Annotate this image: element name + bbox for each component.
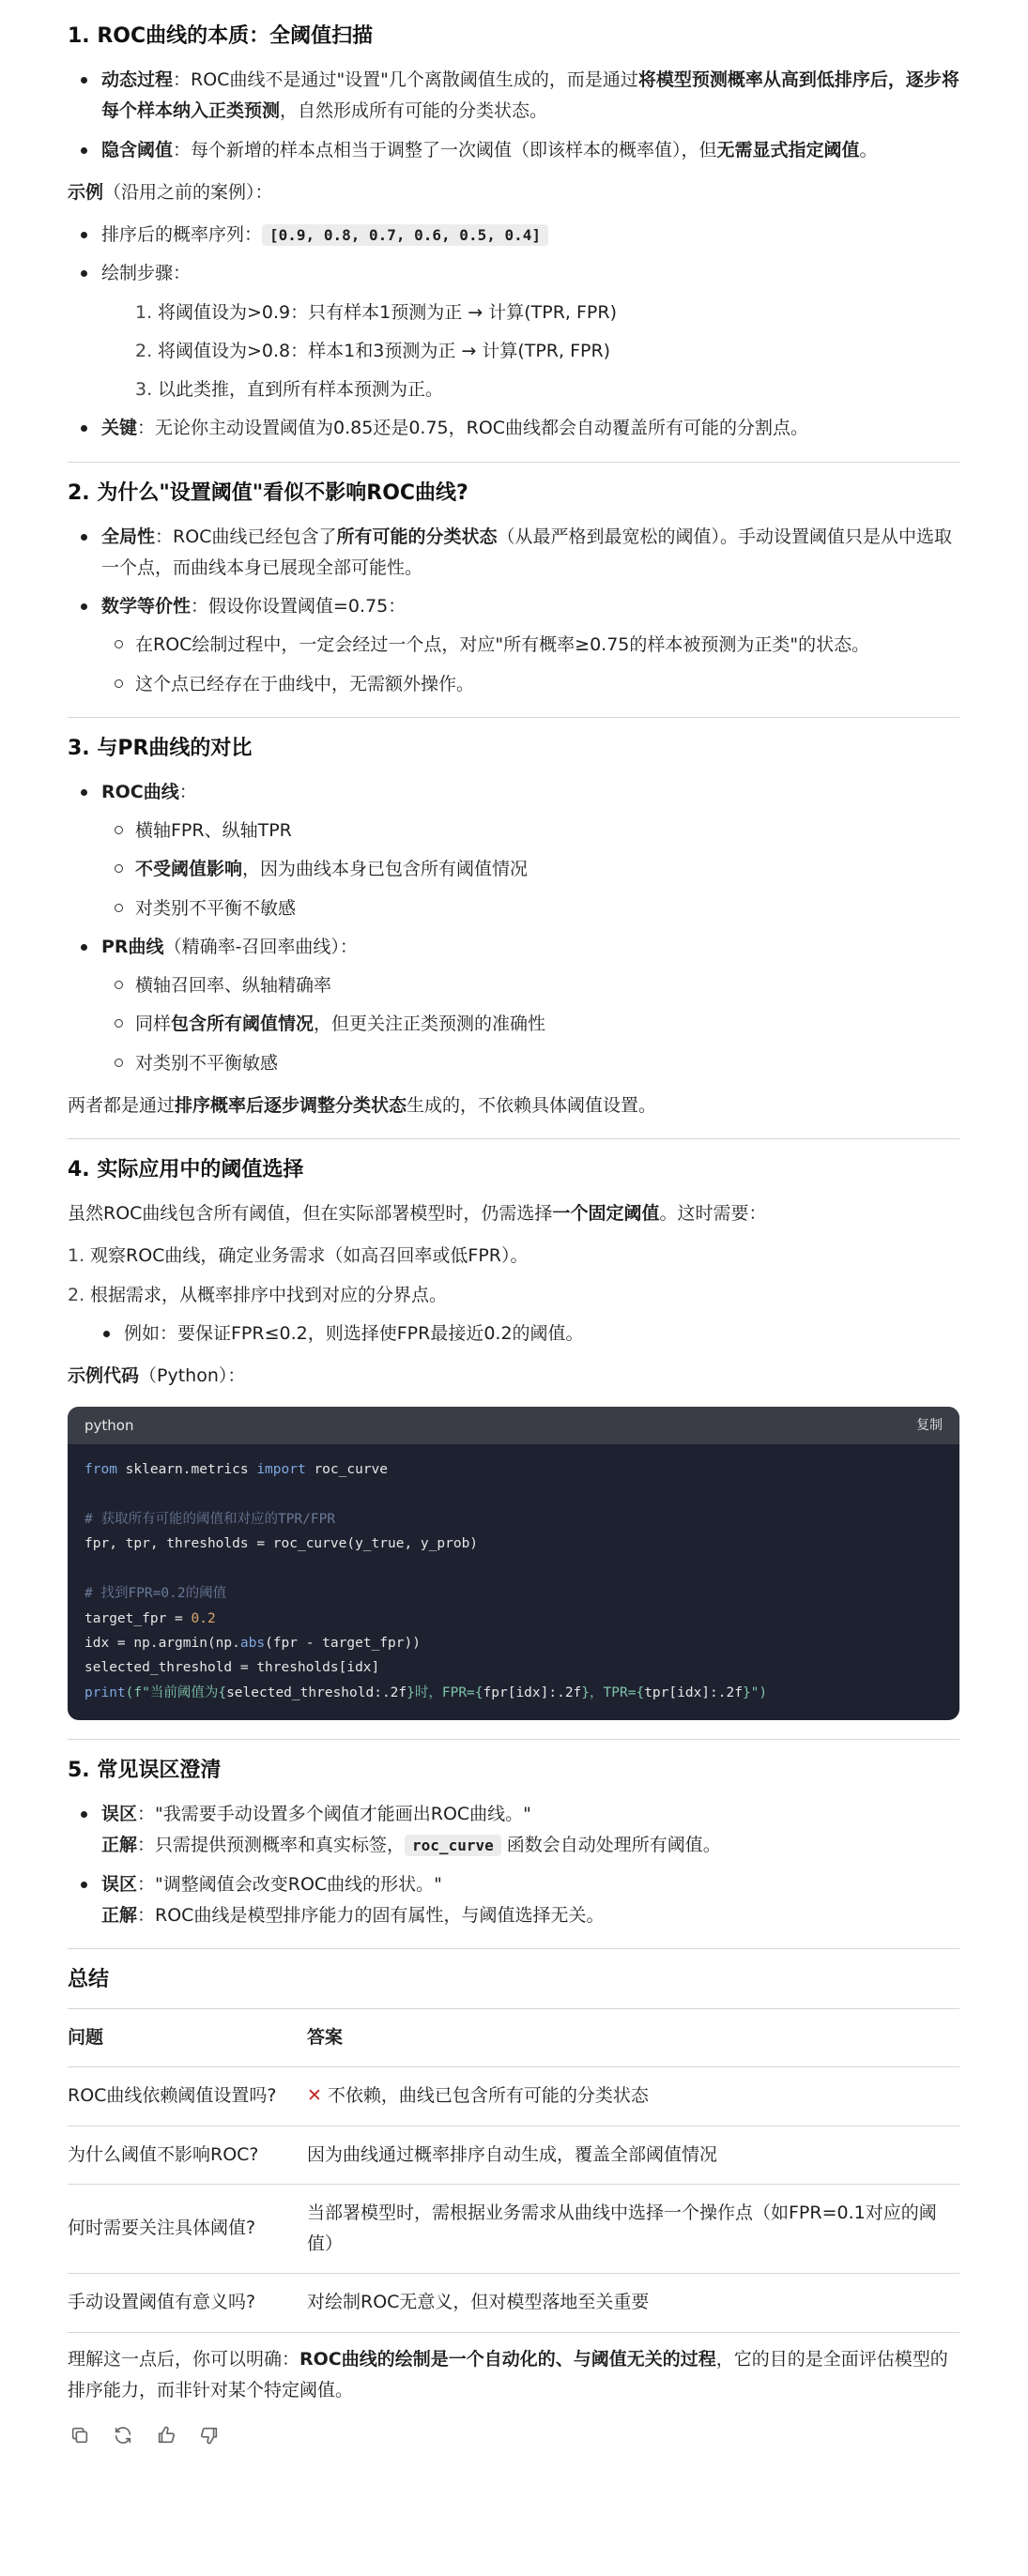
section-title: 2. 为什么"设置阈值"看似不影响ROC曲线? <box>68 480 468 505</box>
code-line: fpr, tpr, thresholds = roc_curve(y_true, y_prob) <box>84 1536 479 1552</box>
text: ：只需提供预测概率和真实标签， <box>137 1835 406 1856</box>
text: 将阈值设为>0.9：只有样本1预测为正 → 计算(TPR, FPR) <box>158 301 617 323</box>
divider <box>68 1739 959 1740</box>
code-comment: # 获取所有可能的阈值和对应的TPR/FPR <box>84 1512 336 1527</box>
table-row <box>68 2126 959 2184</box>
bullet-list <box>68 777 959 1079</box>
code-block <box>68 1407 959 1720</box>
inline-code: [0.9, 0.8, 0.7, 0.6, 0.5, 0.4] <box>262 224 548 246</box>
list-number: 1. <box>135 301 153 323</box>
text: （沿用之前的案例）： <box>103 181 273 203</box>
bullet-list <box>68 1799 959 1931</box>
code-string: (f"当前阈值为{ <box>125 1684 227 1700</box>
text: 将阈值设为>0.8：样本1和3预测为正 → 计算(TPR, FPR) <box>158 340 611 361</box>
table-cell <box>307 2067 959 2126</box>
text: 排序后的概率序列： <box>101 224 263 245</box>
numbered-list <box>68 1241 959 1349</box>
list-number: 3. <box>135 379 153 400</box>
bullet-list <box>68 522 959 700</box>
code-token: sklearn.metrics <box>116 1462 257 1478</box>
bold-text: 包含所有阈值情况 <box>171 1014 315 1035</box>
bold-text: 将模型预测概率从高到低排序后，逐步将每个样本纳入正类预测 <box>101 69 959 122</box>
list-item <box>68 220 959 251</box>
bold-label: 正解 <box>101 1835 138 1856</box>
list-item <box>90 1318 959 1349</box>
section-title: 5. 常见误区澄清 <box>68 1759 222 1782</box>
table-row <box>68 2184 959 2274</box>
bold-label: 示例 <box>68 181 104 203</box>
text: ，因为曲线本身已包含所有阈值情况 <box>242 859 529 880</box>
code-token: roc_curve <box>305 1462 389 1478</box>
divider <box>68 717 959 718</box>
list-item: 在ROC绘制过程中，一定会经过一个点，对应"所有概率≥0.75的样本被预测为正类"的状态。 <box>101 630 959 661</box>
bold-label: 正解 <box>101 1904 138 1926</box>
list-item: 对类别不平衡敏感 <box>101 1048 959 1079</box>
list-item <box>68 135 959 166</box>
table-cell: 为什么阈值不影响ROC? <box>68 2126 307 2184</box>
summary-table <box>68 2008 959 2333</box>
code-token: tpr[idx]:.2f <box>644 1684 743 1700</box>
list-item <box>68 932 959 1079</box>
bold-label: ROC曲线 <box>101 781 179 802</box>
copy-button[interactable] <box>68 2423 92 2447</box>
text: ：ROC曲线不是通过"设置"几个离散阈值生成的，而是通过 <box>173 69 638 90</box>
text: 两者都是通过 <box>68 1094 176 1116</box>
text: 观察ROC曲线，确定业务需求（如高召回率或低FPR）。 <box>90 1245 529 1267</box>
text: （Python）： <box>139 1365 246 1386</box>
text: （精确率-召回率曲线）： <box>163 936 358 957</box>
copy-icon <box>69 2425 90 2446</box>
text: 函数会自动处理所有阈值。 <box>500 1835 721 1856</box>
list-item <box>68 1280 959 1350</box>
list-item <box>135 297 959 328</box>
code-token: idx = np.argmin(np. <box>84 1635 240 1651</box>
list-number: 2. <box>135 340 153 361</box>
bold-text: 排序概率后逐步调整分类状态 <box>175 1094 407 1116</box>
list-item <box>68 258 959 405</box>
text: 虽然ROC曲线包含所有阈值，但在实际部署模型时，仍需选择 <box>68 1203 553 1224</box>
text: 绘制步骤： <box>101 263 192 284</box>
table-cell: ROC曲线依赖阈值设置吗? <box>68 2067 307 2126</box>
list-item <box>101 854 959 885</box>
table-cell: 因为曲线通过概率排序自动生成，覆盖全部阈值情况 <box>307 2126 959 2184</box>
list-item <box>68 413 959 444</box>
text: 根据需求，从概率排序中找到对应的分界点。 <box>90 1284 448 1305</box>
sub-list <box>101 630 959 700</box>
table-cell: 当部署模型时，需根据业务需求从曲线中选择一个操作点（如FPR=0.1对应的阈值） <box>307 2184 959 2274</box>
list-item: 横轴FPR、纵轴TPR <box>101 815 959 846</box>
code-body <box>68 1444 959 1720</box>
text: 例如：要保证FPR≤0.2，则选择使FPR最接近0.2的阈值。 <box>124 1322 584 1344</box>
list-item: 横轴召回率、纵轴精确率 <box>101 970 959 1001</box>
bold-label: 误区 <box>101 1873 138 1895</box>
paragraph <box>68 1090 959 1121</box>
thumbs-down-icon <box>199 2425 220 2446</box>
cross-mark-icon: ✕ <box>307 2085 322 2107</box>
thumbs-up-icon <box>156 2425 176 2446</box>
code-token: import <box>256 1462 306 1478</box>
list-item <box>68 591 959 700</box>
bold-label: 数学等价性 <box>101 596 192 617</box>
bold-label: 误区 <box>101 1804 138 1824</box>
text: ：假设你设置阈值=0.75： <box>191 596 407 617</box>
bold-label: 隐含阈值 <box>101 139 174 160</box>
list-number: 2. <box>68 1284 85 1305</box>
text: ： <box>178 781 197 802</box>
copy-code-button[interactable]: 复制 <box>916 1418 943 1433</box>
text: ：ROC曲线已经包含了 <box>155 526 337 547</box>
table-header-row <box>68 2009 959 2067</box>
code-token: (fpr - target_fpr)) <box>265 1635 421 1651</box>
list-number: 1. <box>68 1245 85 1267</box>
thumbs-down-button[interactable] <box>197 2423 222 2447</box>
text: 。这时需要： <box>659 1203 767 1224</box>
section-title: 4. 实际应用中的阈值选择 <box>68 1158 304 1181</box>
section-title: 1. ROC曲线的本质：全阈值扫描 <box>68 24 374 48</box>
text: 生成的，不依赖具体阈值设置。 <box>407 1094 657 1116</box>
code-token: abs <box>239 1635 266 1651</box>
inline-code: roc_curve <box>405 1835 501 1856</box>
sub-list <box>101 815 959 924</box>
list-item <box>135 374 959 405</box>
regenerate-icon <box>113 2425 133 2446</box>
list-item: 这个点已经存在于曲线中，无需额外操作。 <box>101 669 959 700</box>
bullet-list <box>68 220 959 445</box>
text: ："我需要手动设置多个阈值才能画出ROC曲线。" <box>137 1804 531 1824</box>
list-item <box>68 1869 959 1932</box>
regenerate-button[interactable] <box>111 2423 135 2447</box>
sub-list <box>90 1318 959 1349</box>
text: 。 <box>859 139 878 160</box>
text: ：每个新增的样本点相当于调整了一次阈值（即该样本的概率值），但 <box>173 139 717 160</box>
sub-list <box>101 970 959 1079</box>
text: 同样 <box>135 1014 172 1035</box>
bold-text: 无需显式指定阈值 <box>716 139 860 160</box>
message-actions <box>68 2423 959 2447</box>
code-string: }时，FPR={ <box>407 1684 483 1700</box>
text: ：无论你主动设置阈值为0.85还是0.75，ROC曲线都会自动覆盖所有可能的分割点。 <box>137 418 809 439</box>
list-item: 对类别不平衡不敏感 <box>101 893 959 924</box>
table-cell: 对绘制ROC无意义，但对模型落地至关重要 <box>307 2274 959 2332</box>
table-row <box>68 2067 959 2126</box>
table-cell: 何时需要关注具体阈值? <box>68 2184 307 2274</box>
code-token: print <box>84 1684 126 1700</box>
divider <box>68 1138 959 1139</box>
bold-text: 所有可能的分类状态 <box>336 526 498 547</box>
response-content <box>68 21 959 2447</box>
divider <box>68 462 959 463</box>
divider <box>68 1948 959 1949</box>
code-string: }，TPR={ <box>581 1684 645 1700</box>
code-line: selected_threshold = thresholds[idx] <box>84 1660 380 1676</box>
bold-label: 关键 <box>101 418 138 439</box>
text: ，但更关注正类预测的准确性 <box>314 1014 546 1035</box>
column-header: 问题 <box>68 2009 307 2067</box>
list-item <box>68 522 959 585</box>
code-token: target_fpr = <box>84 1610 192 1626</box>
bullet-list <box>68 65 959 166</box>
text: ，它的目的是全面评估模型的排序能力，而非针对某个特定阈值。 <box>68 2348 948 2401</box>
code-block-header <box>68 1407 959 1444</box>
text: 不依赖，曲线已包含所有可能的分类状态 <box>327 2085 649 2107</box>
bold-label: 全局性 <box>101 526 156 547</box>
code-comment: # 找到FPR=0.2的阈值 <box>84 1586 227 1602</box>
bold-text: 不受阈值影响 <box>135 859 243 880</box>
paragraph <box>68 1198 959 1229</box>
column-header: 答案 <box>307 2009 959 2067</box>
list-item <box>135 336 959 367</box>
section-title: 3. 与PR曲线的对比 <box>68 736 253 760</box>
code-string: }") <box>742 1684 768 1700</box>
list-item <box>68 1241 959 1272</box>
list-item <box>68 1799 959 1862</box>
bold-label: 示例代码 <box>68 1365 140 1386</box>
list-item <box>68 777 959 924</box>
text: ，自然形成所有可能的分类状态。 <box>280 100 548 122</box>
code-token: selected_threshold:.2f <box>226 1684 407 1700</box>
numbered-list <box>101 297 959 406</box>
bold-label: 动态过程 <box>101 69 174 90</box>
example-heading <box>68 177 959 208</box>
table-cell: 手动设置阈值有意义吗? <box>68 2274 307 2332</box>
bold-text: ROC曲线的绘制是一个自动化的、与阈值无关的过程 <box>299 2348 716 2370</box>
code-language-label: python <box>84 1417 134 1435</box>
list-item <box>101 1009 959 1040</box>
text: ："调整阈值会改变ROC曲线的形状。" <box>137 1873 442 1895</box>
code-heading <box>68 1361 959 1392</box>
section-title: 总结 <box>68 1968 110 1991</box>
bold-label: PR曲线 <box>101 936 164 957</box>
bold-text: 一个固定阈值 <box>552 1203 660 1224</box>
table-row <box>68 2274 959 2332</box>
list-item <box>68 65 959 128</box>
paragraph <box>68 2344 959 2407</box>
thumbs-up-button[interactable] <box>154 2423 178 2447</box>
text: ：ROC曲线是模型排序能力的固有属性，与阈值选择无关。 <box>137 1904 605 1926</box>
code-number: 0.2 <box>191 1610 216 1626</box>
code-token: from <box>84 1462 117 1478</box>
code-token: fpr[idx]:.2f <box>483 1684 582 1700</box>
text: （从最严格到最宽松的阈值）。手动设置阈值只是从中选取一个点，而曲线本身已展现全部可能性。 <box>101 526 952 578</box>
text: 以此类推，直到所有样本预测为正。 <box>158 379 444 400</box>
text: 理解这一点后，你可以明确： <box>68 2348 300 2370</box>
